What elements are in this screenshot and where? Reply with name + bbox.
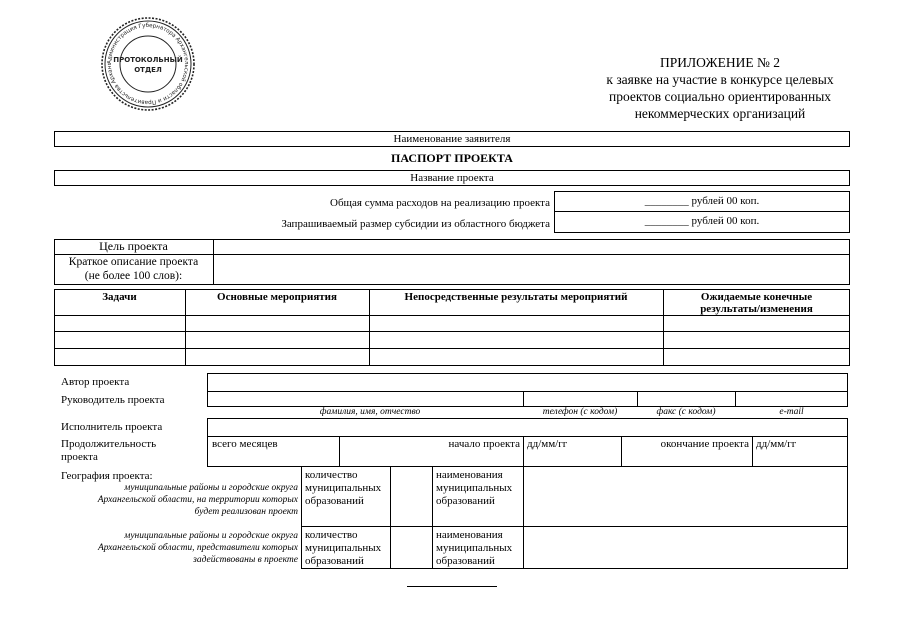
appendix-title: ПРИЛОЖЕНИЕ № 2 bbox=[659, 55, 781, 70]
head-email-input[interactable] bbox=[736, 392, 847, 406]
appendix-line-3: некоммерческих организаций bbox=[634, 106, 806, 121]
count-label-1-a: количество bbox=[305, 469, 358, 481]
total-cost-label: Общая сумма расходов на реализацию проекта bbox=[330, 197, 550, 209]
goal-label: Цель проекта bbox=[99, 239, 168, 253]
geo2-line-2: Архангельской области, представители которых bbox=[97, 543, 298, 553]
activities-header: Основные мероприятия bbox=[217, 291, 337, 303]
executor-label: Исполнитель проекта bbox=[61, 421, 163, 433]
author-input[interactable] bbox=[207, 373, 848, 392]
appendix-line-1: к заявке на участие в конкурсе целевых bbox=[606, 72, 834, 87]
names-label-2-c: образований bbox=[436, 555, 495, 567]
table-row[interactable] bbox=[55, 316, 849, 331]
final-results-header-1: Ожидаемые конечные bbox=[700, 291, 813, 303]
tasks-header: Задачи bbox=[102, 291, 137, 303]
description-label-1: Краткое описание проекта bbox=[68, 256, 199, 268]
stamp-center-line-2: ОТДЕЛ bbox=[134, 66, 162, 74]
names-label-1-c: образований bbox=[436, 495, 495, 507]
geo1-line-2: Архангельской области, на территории которых bbox=[97, 495, 298, 505]
stamp-ring-text: Администрация Губернатора Архангельской области и Правительства Арханг bbox=[106, 22, 190, 106]
count-label-2-c: образований bbox=[305, 555, 364, 567]
geo2-line-3: задействованы в проекте bbox=[193, 555, 298, 565]
hint-email: e-mail bbox=[779, 407, 804, 417]
end-date-field[interactable]: дд/мм/гг bbox=[756, 438, 797, 450]
names-input-1[interactable] bbox=[524, 467, 847, 525]
subsidy-field[interactable] bbox=[554, 211, 850, 233]
head-fio-input[interactable] bbox=[208, 392, 522, 406]
hint-phone: телефон (с кодом) bbox=[542, 407, 618, 417]
head-phone-input[interactable] bbox=[524, 392, 636, 406]
names-label-2-b: муниципальных bbox=[436, 542, 513, 554]
head-label: Руководитель проекта bbox=[61, 394, 165, 406]
total-cost-value: ________ рублей 00 коп. bbox=[644, 195, 760, 207]
applicant-name-label: Наименование заявителя bbox=[393, 133, 511, 145]
stamp-center-line-1: ПРОТОКОЛЬНЫЙ bbox=[113, 56, 183, 64]
table-row[interactable] bbox=[55, 349, 849, 365]
hint-fax: факс (с кодом) bbox=[656, 407, 716, 417]
start-date-field[interactable]: дд/мм/гг bbox=[527, 438, 568, 450]
geo1-line-1: муниципальные районы и городские округа bbox=[124, 483, 298, 493]
start-label: начало проекта bbox=[448, 438, 520, 450]
names-label-1-a: наименования bbox=[436, 469, 503, 481]
count-input-1[interactable] bbox=[391, 467, 431, 525]
duration-label-1: Продолжительность bbox=[61, 438, 157, 450]
total-months-label: всего месяцев bbox=[212, 438, 278, 450]
executor-input[interactable] bbox=[207, 418, 848, 437]
count-label-1-c: образований bbox=[305, 495, 364, 507]
project-name-field[interactable] bbox=[54, 170, 850, 186]
applicant-name-field[interactable] bbox=[54, 131, 850, 147]
final-results-header-2: результаты/изменения bbox=[700, 303, 813, 315]
geography-label: География проекта: bbox=[61, 470, 153, 482]
names-label-1-b: муниципальных bbox=[436, 482, 513, 494]
count-input-2[interactable] bbox=[391, 527, 431, 568]
description-input[interactable] bbox=[214, 255, 849, 284]
count-label-2-a: количество bbox=[305, 529, 358, 541]
direct-results-header: Непосредственные результаты мероприятий bbox=[404, 291, 628, 303]
geo2-line-1: муниципальные районы и городские округа bbox=[124, 531, 298, 541]
subsidy-value: ________ рублей 00 коп. bbox=[644, 215, 760, 227]
duration-label-2: проекта bbox=[61, 451, 98, 463]
description-label-2: (не более 100 слов): bbox=[84, 270, 183, 282]
subsidy-label: Запрашиваемый размер субсидии из областного бюджета bbox=[281, 218, 550, 230]
project-name-label: Название проекта bbox=[410, 172, 494, 184]
passport-title: ПАСПОРТ ПРОЕКТА bbox=[391, 151, 513, 165]
author-label: Автор проекта bbox=[61, 376, 130, 388]
names-label-2-a: наименования bbox=[436, 529, 503, 541]
count-label-1-b: муниципальных bbox=[305, 482, 382, 494]
geo1-line-3: будет реализован проект bbox=[194, 507, 298, 517]
names-input-2[interactable] bbox=[524, 527, 847, 568]
head-fax-input[interactable] bbox=[638, 392, 734, 406]
protocol-department-stamp bbox=[100, 16, 196, 112]
end-label: окончание проекта bbox=[660, 438, 749, 450]
footer-divider bbox=[407, 586, 497, 587]
total-cost-field[interactable] bbox=[554, 191, 850, 212]
table-row[interactable] bbox=[55, 332, 849, 348]
goal-input[interactable] bbox=[214, 240, 849, 254]
count-label-2-b: муниципальных bbox=[305, 542, 382, 554]
appendix-line-2: проектов социально ориентированных bbox=[608, 89, 832, 104]
hint-fio: фамилия, имя, отчество bbox=[319, 407, 421, 417]
